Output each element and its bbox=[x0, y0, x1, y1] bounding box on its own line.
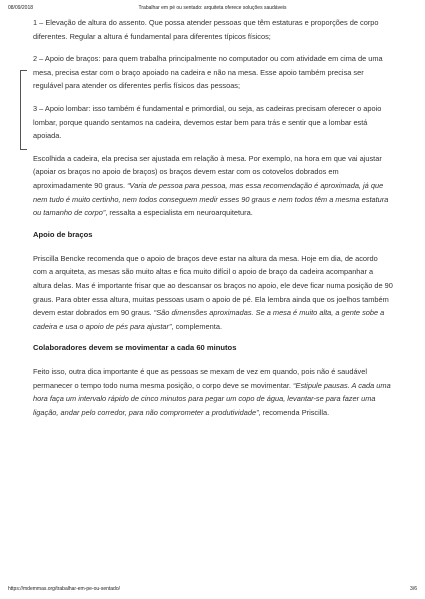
paragraph-text: Feito isso, outra dica importante é que as pessoas se mexam de vez em quando, pois não é saudável permanecer o tempo todo numa mesma posição, o corpo deve se movimentar. bbox=[33, 367, 368, 390]
paragraph-lumbar: 3 – Apoio lombar: isso também é fundamental e primordial, ou seja, as cadeiras precisam oferecer o apoio lombar, porque quando sentamos na cadeira, devemos estar bem para trás e sentir que a lombar está apoiada. bbox=[33, 103, 382, 141]
print-header bbox=[8, 4, 417, 12]
print-url: https://mdemmas.org/trabalhar-em-pe-ou-sentado/ bbox=[8, 586, 120, 592]
paragraph-armrest: 2 – Apoio de braços: para quem trabalha principalmente no computador ou com atividade em cima de uma mesa, precisa estar com o braço apoiado na cadeira e não na mesa. Esse apoio também precisa ser regulável para atender os diferentes perfis físicos das pessoas; bbox=[33, 54, 383, 91]
paragraph-breaks bbox=[33, 365, 393, 419]
paragraph-seat-height: 1 – Elevação de altura do assento. Que possa atender pessoas que têm estaturas e proporções de corpo diferentes. Regular a altura é fundamental para diferentes típicos físicos; bbox=[33, 18, 379, 41]
paragraph-bencke bbox=[33, 252, 393, 334]
paragraph-text: Priscilla Bencke recomenda que o apoio de braços deve estar na altura da mesa. Hoje em dia, de acordo com a arquiteta, as mesas são muito altas e fica muito difícil o apoio de braço da cadeira acompanhar a altura delas. Mas é importante frisar que ao descansar os braços no apoio, ele deve ficar numa posição de 90 graus. Para obter essa altura, muitas pessoas usam o apoio de pé. Ela lembra ainda que os joelhos também devem estar dobrados em 90 graus. bbox=[33, 253, 393, 318]
print-date: 08/09/2018 bbox=[8, 5, 34, 11]
paragraph-text: , recomenda Priscilla. bbox=[258, 408, 330, 418]
paragraph-text: Escolhida a cadeira, ela precisa ser ajustada em relação à mesa. Por exemplo, na hora em que vai ajustar (apoiar os braços no apoio de braços) os braços devem estar com os cotovelos dobrados em aproximadamente 90 graus. bbox=[33, 153, 382, 190]
page-number: 3/6 bbox=[410, 586, 417, 592]
print-page-title: Trabalhar em pé ou sentado: arquiteta oferece soluções saudáveis bbox=[138, 5, 287, 11]
paragraph-adjust-chair bbox=[33, 152, 393, 220]
print-footer bbox=[8, 585, 417, 593]
annotation-bracket bbox=[20, 70, 27, 150]
paragraph-text: , complementa. bbox=[171, 321, 222, 331]
quote-text: “Varia de pessoa para pessoa, mas essa recomendação é aproximada, já que nem tudo é muito certinho, nem todos conseguem medir esses 90 graus e nem todos têm a mesma estatura ou tamanho de corpo” bbox=[33, 180, 389, 218]
article-body bbox=[33, 16, 393, 429]
paragraph-text: , ressalta a especialista em neuroarquitetura. bbox=[105, 208, 253, 218]
quote-text: “São dimensões aproximadas. Se a mesa é muito alta, a gente sobe a cadeira e usa o apoio de pés para ajustar” bbox=[33, 308, 385, 331]
heading-armrest: Apoio de braços bbox=[33, 229, 93, 239]
heading-movement: Colaboradores devem se movimentar a cada 60 minutos bbox=[33, 343, 237, 353]
quote-text: “Estipule pausas. A cada uma hora faça um intervalo rápido de cinco minutos para pegar um copo de água, levantar-se para fazer uma ligação, andar pelo corredor, para não comprometer a produtividade” bbox=[33, 380, 391, 418]
